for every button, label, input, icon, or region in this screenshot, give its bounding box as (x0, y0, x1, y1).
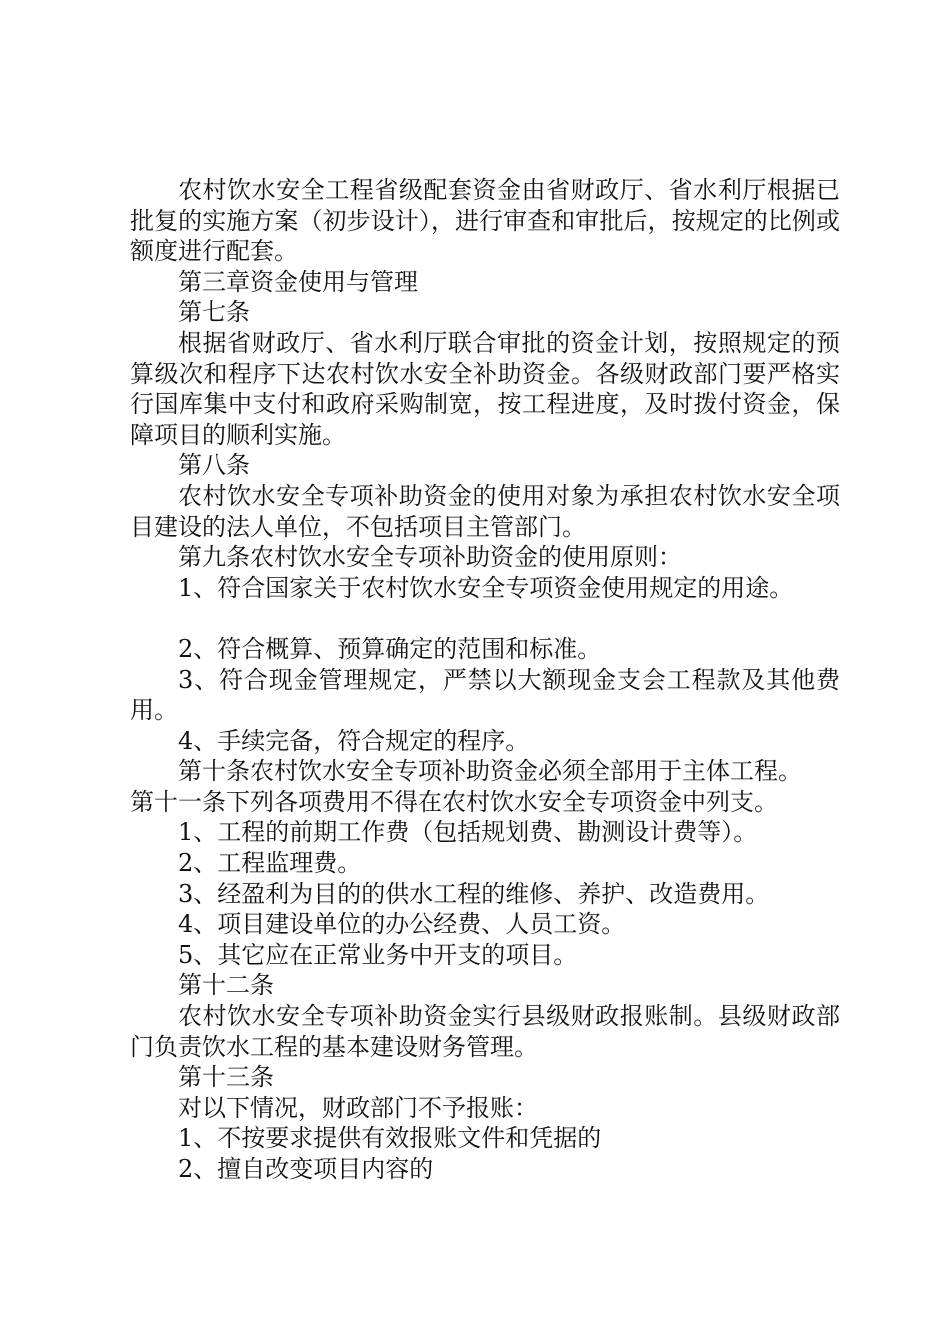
article-eleven-item-3: 3、经盈利为目的的供水工程的维修、养护、改造费用。 (178, 879, 770, 908)
article-thirteen-heading: 第十三条 (178, 1063, 274, 1092)
article-eight-heading: 第八条 (178, 451, 250, 480)
article-eleven-text: 第十一条下列各项费用不得在农村饮水安全专项资金中列支。 (130, 787, 778, 816)
article-seven-heading: 第七条 (178, 298, 250, 327)
chapter-three-heading: 第三章资金使用与管理 (178, 267, 418, 296)
article-nine-item-2: 2、符合概算、预算确定的范围和标准。 (178, 634, 602, 663)
article-thirteen-item-2: 2、擅自改变项目内容的 (178, 1155, 434, 1183)
article-eleven-item-2: 2、工程监理费。 (178, 849, 362, 878)
article-nine-item-4: 4、手续完备，符合规定的程序。 (178, 726, 530, 755)
article-eleven-item-5: 5、其它应在正常业务中开支的项目。 (178, 940, 578, 969)
article-thirteen-text: 对以下情况，财政部门不予报账： (178, 1093, 538, 1122)
article-nine-item-3: 3、符合现金管理规定，严禁以大额现金支会工程款及其他费用。 (130, 665, 840, 725)
paragraph-provincial-matching-funds: 农村饮水安全工程省级配套资金由省财政厅、省水利厅根据已批复的实施方案（初步设计），进行审查和审批后，按规定的比例或额度进行配套。 (130, 176, 840, 266)
article-seven-text: 根据省财政厅、省水利厅联合审批的资金计划，按照规定的预算级次和程序下达农村饮水安全补助资金。各级财政部门要严格实行国库集中支付和政府采购制宽，按工程进度，及时拨付资金，保障项目的顺利实施。 (130, 328, 840, 449)
article-nine-item-1: 1、符合国家关于农村饮水安全专项资金使用规定的用途。 (178, 573, 794, 602)
article-eleven-item-4: 4、项目建设单位的办公经费、人员工资。 (178, 910, 626, 939)
article-ten-text: 第十条农村饮水安全专项补助资金必须全部用于主体工程。 (178, 757, 802, 786)
document-body (130, 175, 840, 1185)
article-nine-text: 第九条农村饮水安全专项补助资金的使用原则： (178, 543, 682, 572)
article-twelve-heading: 第十二条 (178, 971, 274, 1000)
blank-line (130, 603, 840, 634)
article-twelve-text: 农村饮水安全专项补助资金实行县级财政报账制。县级财政部门负责饮水工程的基本建设财务管理。 (130, 1002, 840, 1061)
article-eight-text: 农村饮水安全专项补助资金的使用对象为承担农村饮水安全项目建设的法人单位，不包括项目主管部门。 (130, 481, 840, 541)
article-eleven-item-1: 1、工程的前期工作费（包括规划费、勘测设计费等）。 (178, 818, 758, 847)
article-thirteen-item-1: 1、不按要求提供有效报账文件和凭据的 (178, 1124, 602, 1153)
